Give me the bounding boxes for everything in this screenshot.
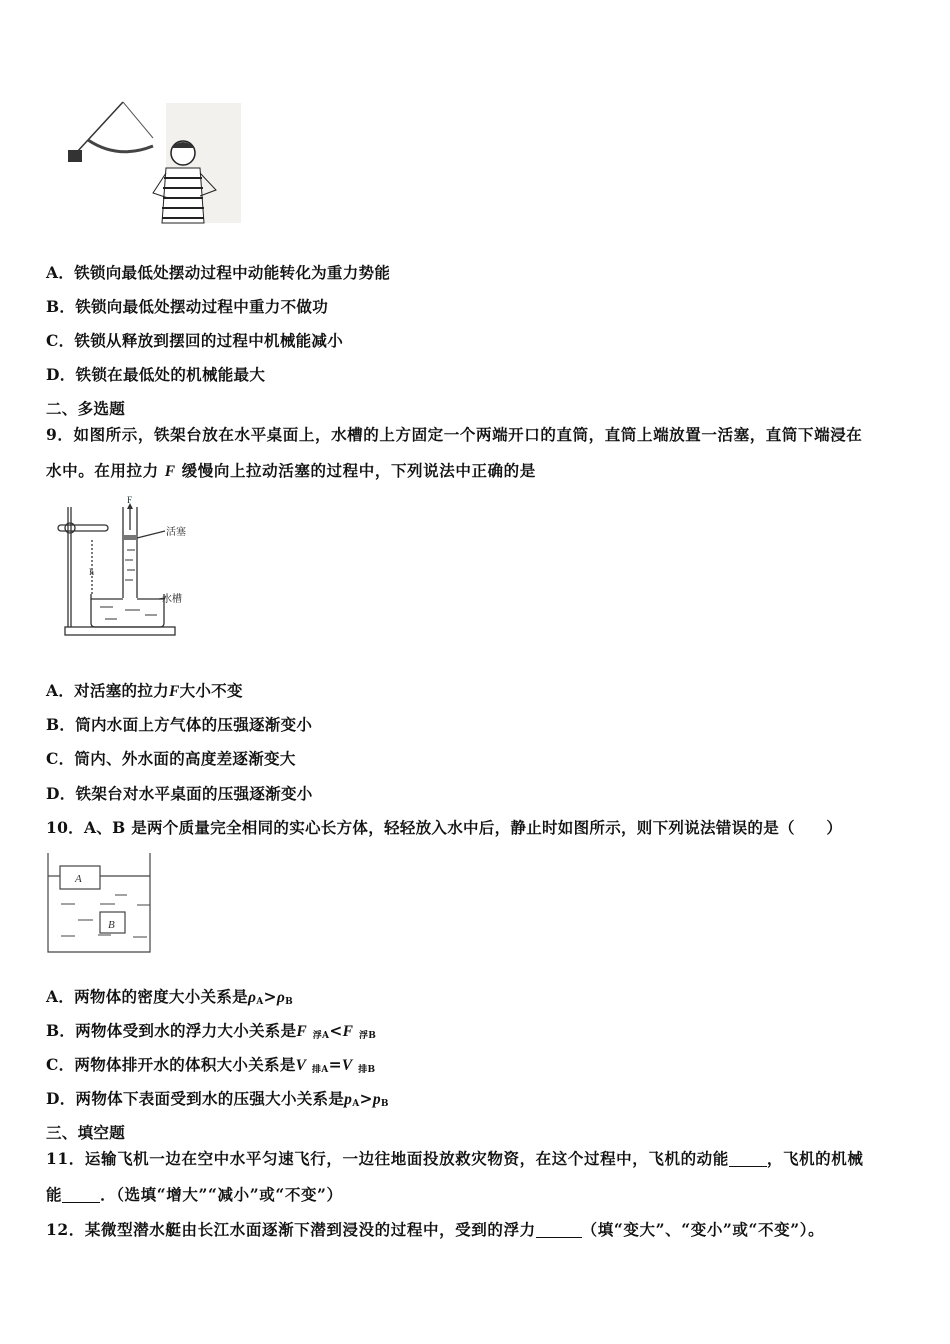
q9-option-a-pre: A．对活塞的拉力 xyxy=(46,681,169,700)
q8-option-d[interactable]: D．铁锁在最低处的机械能最大 xyxy=(46,365,266,384)
q10-a-v2: ρ xyxy=(276,989,286,1006)
q11-line1-post: ，飞机的机械 xyxy=(766,1149,864,1168)
q10-d-s2: B xyxy=(380,1099,389,1109)
q12-pre: 12．某微型潜水艇由长江水面逐渐下潜到浸没的过程中，受到的浮力 xyxy=(46,1220,536,1239)
q11-blank-1[interactable] xyxy=(729,1151,767,1168)
q9-var-f: F xyxy=(164,463,176,480)
q9-stem-post: 缓慢向上拉动活塞的过程中，下列说法中正确的是 xyxy=(181,461,536,480)
q9-stem-pre: 水中。在用拉力 xyxy=(46,461,159,480)
q10-stem: 10．A、B 是两个质量完全相同的实心长方体，轻轻放入水中后，静止时如图所示，则下列说法错误的是（ ） xyxy=(46,818,843,837)
q9-stem-line2 xyxy=(46,459,536,481)
q11-line2-pre: 能 xyxy=(46,1185,63,1204)
q12-post: （填“变大”、“变小”或“不变”）。 xyxy=(581,1220,825,1239)
q9-option-a-post: 大小不变 xyxy=(179,681,243,700)
section-heading-multi-choice: 二、多选题 xyxy=(46,399,126,418)
q10-a-op: > xyxy=(263,987,277,1006)
section-heading-fill-blank: 三、填空题 xyxy=(46,1123,126,1142)
q10-b-s2: 浮B xyxy=(358,1031,377,1041)
q10-blocks-figure xyxy=(45,850,155,955)
q10-label-a: A xyxy=(75,873,82,885)
q10-b-op: < xyxy=(329,1021,343,1040)
q10-option-b-pre: B．两物体受到水的浮力大小关系是 xyxy=(46,1021,297,1040)
q10-b-s1: 浮A xyxy=(312,1031,330,1041)
q10-option-d-pre: D．两物体下表面受到水的压强大小关系是 xyxy=(46,1089,345,1108)
q8-option-a[interactable]: A．铁锁向最低处摆动过程中动能转化为重力势能 xyxy=(46,263,391,282)
q12-line xyxy=(46,1218,824,1240)
q10-a-v1: ρ xyxy=(247,989,257,1006)
q9-label-height: h xyxy=(89,568,95,577)
q9-apparatus-figure xyxy=(55,495,205,640)
q10-option-c-pre: C．两物体排开水的体积大小关系是 xyxy=(46,1055,296,1074)
q9-option-a[interactable] xyxy=(46,679,243,701)
q10-option-a-pre: A．两物体的密度大小关系是 xyxy=(46,987,248,1006)
q10-c-v1: V xyxy=(295,1057,307,1074)
q9-label-tank: 水槽 xyxy=(162,594,182,605)
q9-stem-line1: 9．如图所示，铁架台放在水平桌面上，水槽的上方固定一个两端开口的直筒，直筒上端放置一活塞，直筒下端浸在 xyxy=(46,425,863,444)
q10-d-op: > xyxy=(359,1089,373,1108)
q10-b-v2: F xyxy=(342,1023,354,1040)
q9-label-force: F xyxy=(127,495,133,505)
q10-b-v1: F xyxy=(296,1023,308,1040)
q10-c-s2: 排B xyxy=(358,1065,376,1075)
q10-c-s1: 排A xyxy=(311,1065,329,1075)
q10-d-s1: A xyxy=(352,1099,360,1109)
q10-option-a[interactable] xyxy=(46,985,293,1007)
q9-label-piston: 活塞 xyxy=(166,527,186,538)
q9-option-c[interactable]: C．筒内、外水面的高度差逐渐变大 xyxy=(46,749,296,768)
q10-a-s2: B xyxy=(285,997,294,1007)
q10-c-op: = xyxy=(328,1055,342,1074)
q10-d-v2: p xyxy=(372,1091,381,1108)
q11-line1 xyxy=(46,1147,863,1169)
q9-option-d[interactable]: D．铁架台对水平桌面的压强逐渐变小 xyxy=(46,784,313,803)
q10-option-c[interactable] xyxy=(46,1053,375,1075)
q10-label-b: B xyxy=(108,919,115,931)
q10-d-v1: p xyxy=(344,1091,353,1108)
q11-line1-pre: 11．运输飞机一边在空中水平匀速飞行，一边往地面投放救灾物资，在这个过程中，飞机的动能 xyxy=(46,1149,729,1168)
q11-line2-post: ．（选填“增大”“减小”或“不变”） xyxy=(100,1185,343,1204)
q8-option-b[interactable]: B．铁锁向最低处摆动过程中重力不做功 xyxy=(46,297,329,316)
q10-option-b[interactable] xyxy=(46,1019,376,1041)
q9-option-a-var: F xyxy=(168,683,180,700)
q10-c-v2: V xyxy=(341,1057,353,1074)
q11-line2 xyxy=(46,1183,343,1205)
q10-a-s1: A xyxy=(256,997,264,1007)
pendulum-figure xyxy=(58,98,243,228)
q12-blank[interactable] xyxy=(536,1222,582,1239)
q11-blank-2[interactable] xyxy=(62,1187,100,1204)
q10-option-d[interactable] xyxy=(46,1087,389,1109)
q8-option-c[interactable]: C．铁锁从释放到摆回的过程中机械能减小 xyxy=(46,331,344,350)
q9-option-b[interactable]: B．筒内水面上方气体的压强逐渐变小 xyxy=(46,715,313,734)
